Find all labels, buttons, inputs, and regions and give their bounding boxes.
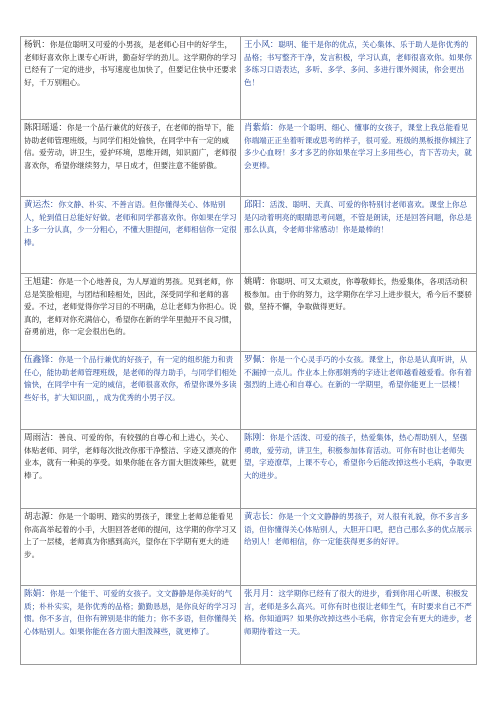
- student-name: 张月月：: [244, 589, 279, 599]
- student-name: 罗佩：: [244, 355, 270, 365]
- comment-cell: [21, 509, 241, 586]
- table-row: [21, 352, 477, 430]
- comment-cell: [21, 586, 241, 665]
- student-name: 黄志长：: [244, 512, 279, 522]
- comment-cell: [21, 197, 241, 274]
- comment-cell: [21, 430, 241, 509]
- comment-text: 你是一个品行兼优的好孩子，在老师的指导下，能协助老师管理班级，与同学们相处愉快，在同学中有一定的威信。爱劳动，讲卫生，爱护环境，思维开阔，知识面广，老师很喜欢你，希望你继续努力，早日成才，但要注意不能骄傲。: [24, 123, 237, 170]
- comment-cell: [241, 586, 477, 665]
- student-name: 姚晴：: [244, 277, 270, 287]
- comment-cell: [241, 120, 477, 197]
- comment-cell: [21, 274, 241, 352]
- comment-text: 你聪明、可又太顽皮，你尊敬师长，热爱集体，各项活动积极参加。由于你的努力，这学期你在学习上进步很大，希今后不要骄傲，坚持不懈，争取做得更好。: [244, 277, 472, 312]
- comments-table: [20, 36, 477, 665]
- table-row: [21, 430, 477, 509]
- comment-cell: [241, 509, 477, 586]
- comment-text: 你是位聪明又可爱的小男孩，是老师心目中的好学生，老师好喜欢你上课专心听讲，勤奋好学的劲儿。这学期你的学习已经有了一定的进步，书写速度也加快了，但要记住快中还要求好，千万别粗心。: [24, 40, 237, 87]
- comment-text: 你是一个品行兼优的好孩子，有一定的组织能力和责任心，能协助老师管理班级，是老师的得力助手，与同学们相处愉快，在同学中有一定的威信，老师很喜欢你，希望你课外多读些好书，扩大知识面，，成为优秀的小男子汉。: [24, 355, 237, 402]
- comment-cell: [241, 274, 477, 352]
- table-row: [21, 120, 477, 197]
- comment-cell: [241, 197, 477, 274]
- comment-text: 聪明、能干是你的优点，关心集体、乐于助人是你优秀的品格；书写整齐干净，发言积极，学习认真，老师很喜欢你。如果你多练习口语表达，多听、多学、多问、多进行课外阅读，你会更出色！: [244, 40, 472, 87]
- comment-text: 你是个活泼、可爱的孩子，热爱集体，热心帮助别人，坚强勇敢，爱劳动，讲卫生，积极参加体育活动。可你有时也让老师失望，字迹潦草，上课不专心，希望你今后能改掉这些小毛病，争取更大的进步。: [244, 433, 472, 480]
- student-name: 胡志源：: [24, 512, 59, 522]
- table-row: [21, 197, 477, 274]
- student-name: 伍鑫锋：: [24, 355, 59, 365]
- comment-cell: [241, 352, 477, 430]
- comment-text: 你是一个心灵手巧的小女孩。课堂上，你总是认真听讲，从不漏掉一点儿。作业本上你那娟秀的字迹让老师越看越爱看。你有着强烈的上进心和自尊心。在新的一学期里，希望你能更上一层楼！: [244, 355, 472, 390]
- table-row: [21, 37, 477, 120]
- comment-cell: [21, 37, 241, 120]
- comment-text: 你是一个文文静静的男孩子，对人很有礼貌，你不多言多语，但你懂得关心体贴别人，大胆开口吧，把自己那么多的优点展示给别人！老师相信，你一定能获得更多的好评。: [244, 512, 472, 547]
- table-row: [21, 509, 477, 586]
- student-name: 陈刚：: [244, 433, 270, 443]
- comment-cell: [21, 120, 241, 197]
- comment-text: 你文静、朴实、不善言语。但你懂得关心、体贴别人，轮到值日总能好好做。老师和同学都喜欢你。你如果在学习上多一分认真，少一分粗心，不懂大胆提问，老师相信你一定很棒。: [24, 200, 237, 247]
- comment-cell: [241, 430, 477, 509]
- table-row: [21, 274, 477, 352]
- comment-text: 善良、可爱的你，有较强的自尊心和上进心，关心、体贴老师、同学，老师每次批改你那干净整洁、字迹又漂亮的作业本，就有一种美的享受。如果你能在各方面大胆泼辣些，就更棒了。: [24, 433, 237, 480]
- comment-cell: [241, 37, 477, 120]
- student-name: 周雨洁：: [24, 433, 59, 443]
- comment-text: 这学期你已经有了很大的进步，看到你用心听课、积极发言，老师是多么高兴。可你有时也很让老师生气，有时要求自己不严格。你知道吗？如果你改掉这些小毛病，你肯定会有更大的进步，老师期待着这一天。: [244, 589, 472, 636]
- student-name: 肖紫焰：: [244, 123, 279, 133]
- comment-text: 活泼、聪明、天真、可爱的你特别讨老师喜欢。课堂上你总是闪动着明亮的眼睛思考问题，不管是朗读，还是回答问题，你总是那么认真，令老师非常感动！你是最棒的！: [244, 200, 472, 235]
- comment-text: 你是一个能干、可爱的女孩子。文文静静是你美好的气质；朴朴实实，是你优秀的品格；勤勤恳恳，是你良好的学习习惯。你不多言，但你有辨别是非的能力；你不多语，但你懂得关心体贴别人。如果你能在各方面大胆泼辣些，就更棒了。: [24, 589, 237, 636]
- student-name: 王小风：: [244, 40, 279, 50]
- comment-cell: [21, 352, 241, 430]
- student-name: 黄运杰：: [24, 200, 59, 210]
- student-name: 王旭建：: [24, 277, 59, 287]
- table-row: [21, 586, 477, 665]
- student-name: 陈阳瑶遥：: [24, 123, 67, 133]
- comment-text: 你是一个聪明、细心、懂事的女孩子，课堂上我总能看见你端端正正坐着听课或思考的样子，很可爱。班级的黑板报你倾注了多少心血呀！多才多艺的你如果在学习上多用些心，肯下苦功夫，就会更棒。: [244, 123, 472, 170]
- comment-text: 你是一个心地善良，为人厚道的男孩。见到老师，你总是笑脸相迎，与团结和睦相处，因此，深受同学和老师的喜爱。不过，老师觉得你学习目的不明确，总让老师为你担心。说真的，老师对你充满信心，希望你在新的学年里抛开不良习惯，奋勇前进，你一定会很出色的。: [24, 277, 237, 337]
- student-name: 邱阳：: [244, 200, 270, 210]
- student-name: 陈娟：: [24, 589, 50, 599]
- student-name: 杨钒：: [24, 40, 50, 50]
- comment-text: 你是一个聪明、踏实的男孩子，课堂上老师总能看见你高高举起着的小手，大胆回答老师的提问，这学期的你学习又上了一层楼，老师真为你感到高兴，望你在下学期有更大的进步。: [24, 512, 237, 559]
